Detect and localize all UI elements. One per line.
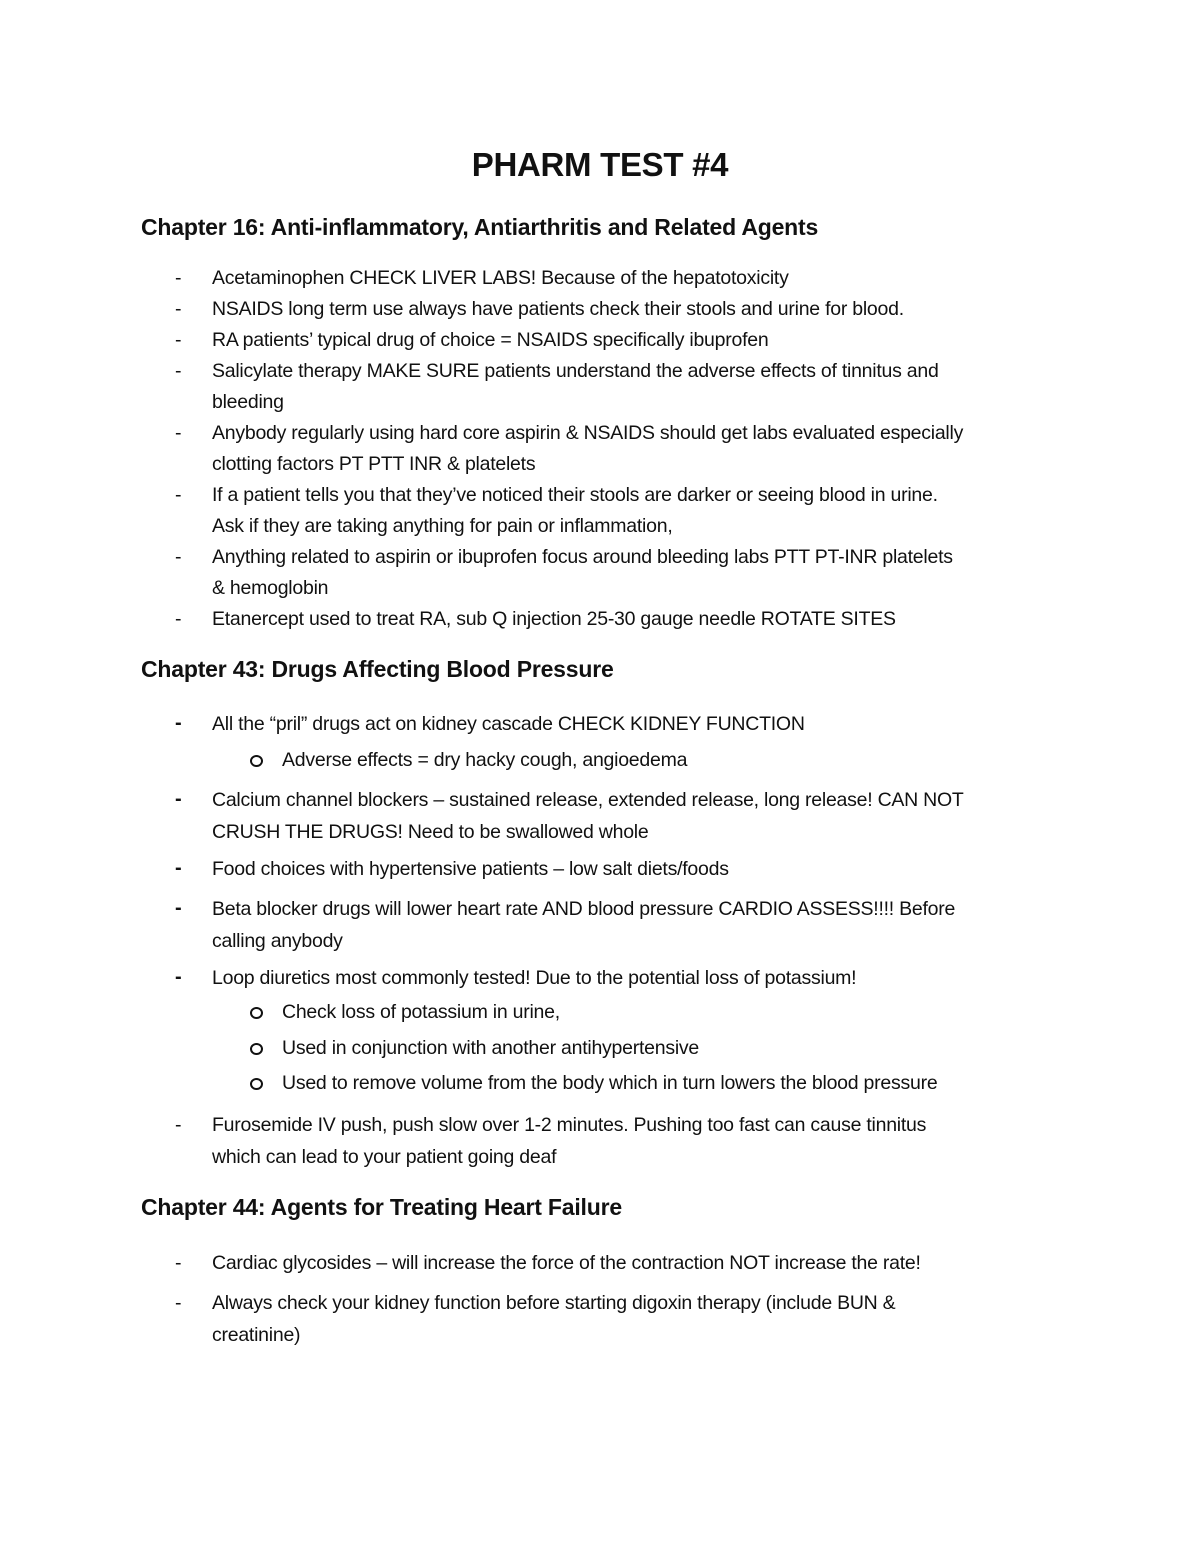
list-item: Salicylate therapy MAKE SURE patients understand the adverse effects of tinnitus and [212, 360, 939, 382]
list-item: If a patient tells you that they’ve noticed their stools are darker or seeing blood in urine. [212, 484, 938, 506]
list-item: Beta blocker drugs will lower heart rate AND blood pressure CARDIO ASSESS!!!! Before [212, 898, 956, 920]
list-item: Acetaminophen CHECK LIVER LABS! Because of the hepatotoxicity [212, 267, 789, 289]
circle-bullet-icon [250, 755, 263, 767]
list-item-continuation: & hemoglobin [212, 577, 329, 599]
list-item: Cardiac glycosides – will increase the force of the contraction NOT increase the rate! [212, 1252, 921, 1274]
list-item: Furosemide IV push, push slow over 1-2 minutes. Pushing too fast can cause tinnitus [212, 1114, 927, 1136]
dash-bullet-icon: - [175, 329, 182, 351]
dash-bullet-icon: - [175, 484, 182, 506]
dash-bullet-icon: - [175, 1252, 182, 1274]
list-item: Etanercept used to treat RA, sub Q injection 25-30 gauge needle ROTATE SITES [212, 608, 896, 630]
list-item: Anybody regularly using hard core aspirin & NSAIDS should get labs evaluated especially [212, 422, 964, 444]
dash-bullet-icon: - [175, 298, 182, 320]
dash-bullet-icon: - [175, 857, 182, 879]
circle-bullet-icon [250, 1043, 263, 1055]
dash-bullet-icon: - [175, 1114, 182, 1136]
list-item: Food choices with hypertensive patients – low salt diets/foods [212, 858, 729, 880]
list-item: All the “pril” drugs act on kidney cascade CHECK KIDNEY FUNCTION [212, 713, 805, 735]
circle-bullet-icon [250, 1078, 263, 1090]
dash-bullet-icon: - [175, 360, 182, 382]
sub-list-item: Used to remove volume from the body which in turn lowers the blood pressure [282, 1072, 938, 1094]
dash-bullet-icon: - [175, 1292, 182, 1314]
section-heading-chapter-16: Chapter 16: Anti-inflammatory, Antiarthritis and Related Agents [141, 214, 819, 240]
dash-bullet-icon: - [175, 267, 182, 289]
sub-list-item: Adverse effects = dry hacky cough, angioedema [282, 749, 688, 771]
dash-bullet-icon: - [175, 788, 182, 810]
section-heading-chapter-43: Chapter 43: Drugs Affecting Blood Pressure [141, 656, 614, 682]
list-item-continuation: which can lead to your patient going deaf [212, 1146, 557, 1168]
list-item: NSAIDS long term use always have patients check their stools and urine for blood. [212, 298, 904, 320]
list-item: Always check your kidney function before starting digoxin therapy (include BUN & [212, 1292, 896, 1314]
dash-bullet-icon: - [175, 966, 182, 988]
circle-bullet-icon [250, 1007, 263, 1019]
dash-bullet-icon: - [175, 712, 182, 734]
list-item-continuation: bleeding [212, 391, 284, 413]
section-heading-chapter-44: Chapter 44: Agents for Treating Heart Failure [141, 1194, 622, 1220]
list-item: RA patients’ typical drug of choice = NSAIDS specifically ibuprofen [212, 329, 769, 351]
dash-bullet-icon: - [175, 422, 182, 444]
list-item-continuation: CRUSH THE DRUGS! Need to be swallowed whole [212, 821, 649, 843]
sub-list-item: Check loss of potassium in urine, [282, 1001, 560, 1023]
sub-list-item: Used in conjunction with another antihypertensive [282, 1037, 700, 1059]
dash-bullet-icon: - [175, 546, 182, 568]
dash-bullet-icon: - [175, 897, 182, 919]
list-item-continuation: creatinine) [212, 1324, 301, 1346]
list-item: Loop diuretics most commonly tested! Due to the potential loss of potassium! [212, 967, 857, 989]
list-item-continuation: Ask if they are taking anything for pain or inflammation, [212, 515, 673, 537]
list-item: Calcium channel blockers – sustained release, extended release, long release! CAN NOT [212, 789, 964, 811]
page-title: PHARM TEST #4 [471, 146, 729, 183]
list-item-continuation: clotting factors PT PTT INR & platelets [212, 453, 536, 475]
dash-bullet-icon: - [175, 608, 182, 630]
list-item-continuation: calling anybody [212, 930, 343, 952]
list-item: Anything related to aspirin or ibuprofen focus around bleeding labs PTT PT-INR platelets [212, 546, 953, 568]
